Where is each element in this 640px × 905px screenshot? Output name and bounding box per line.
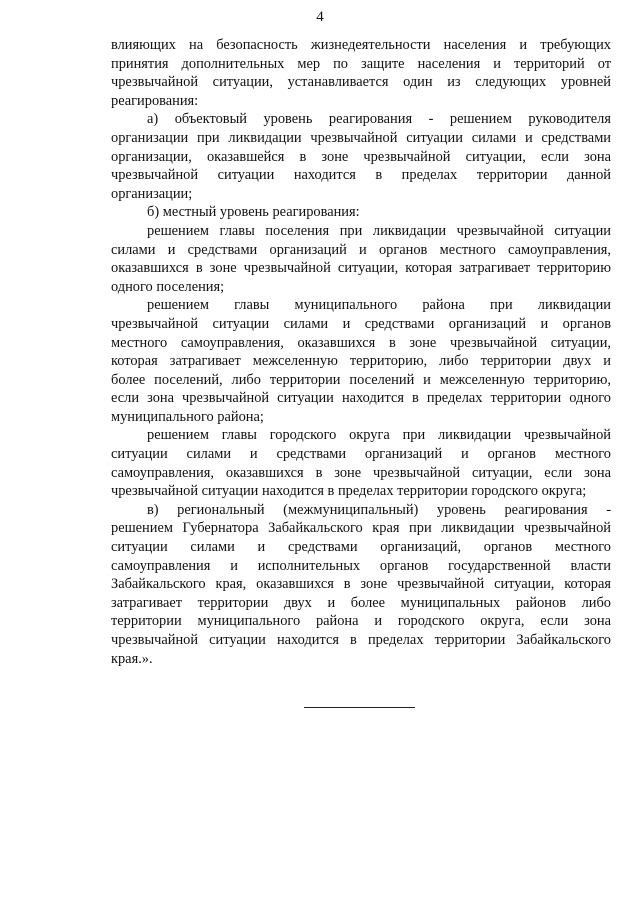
paragraph — [111, 36, 611, 110]
text-line: местного самоуправления, оказавшихся в зоне чрезвычайной ситуации, — [111, 334, 611, 351]
paragraph — [111, 110, 611, 203]
text-line: влияющих на безопасность жизнедеятельности населения и требующих — [111, 37, 611, 53]
text-line: решением Губернатора Забайкальского края при ликвидации чрезвычайной — [111, 520, 611, 537]
text-line: решением главы городского округа при ликвидации чрезвычайной — [147, 427, 611, 444]
text-line: реагирования: — [111, 92, 199, 109]
text-line: Забайкальского края, оказавшихся в зоне чрезвычайной ситуации, которая — [111, 576, 611, 593]
paragraph — [111, 203, 611, 222]
text-line: решением главы муниципального района при ликвидации — [147, 297, 611, 314]
text-line: чрезвычайной ситуации находится в пределах территории данной — [111, 167, 611, 184]
text-line: края.». — [111, 650, 153, 667]
text-line: б) местный уровень реагирования: — [147, 204, 360, 221]
text-line: территории муниципального района и городского округа, если зона — [111, 613, 611, 630]
text-line: организации, оказавшейся в зоне чрезвычайной ситуации, если зона — [111, 148, 611, 165]
page-number: 4 — [316, 9, 324, 25]
text-line: а) объектовый уровень реагирования - решением руководителя — [147, 111, 611, 128]
paragraph — [111, 501, 611, 668]
closing-separator-line — [304, 707, 415, 708]
paragraph — [111, 296, 611, 426]
paragraph — [111, 222, 611, 296]
text-line: которая затрагивает межселенную территорию, либо территории двух и — [111, 353, 611, 370]
text-line: чрезвычайной ситуации, устанавливается один из следующих уровней — [111, 74, 611, 91]
text-line: самоуправления и исполнительных органов государственной власти — [111, 557, 611, 574]
text-line: затрагивает территории двух и более муниципальных районов либо — [111, 594, 611, 611]
text-line: силами и средствами организаций и органов местного самоуправления, — [111, 241, 611, 258]
document-body — [111, 36, 611, 668]
text-line: ситуации силами и средствами организаций, органов местного — [111, 539, 611, 556]
text-line: оказавшихся в зоне чрезвычайной ситуации, которая затрагивает территорию — [111, 260, 611, 277]
paragraph — [111, 426, 611, 500]
text-line: чрезвычайной ситуации находится в пределах территории Забайкальского — [111, 632, 611, 648]
text-line: в) региональный (межмуниципальный) уровень реагирования - — [147, 501, 611, 518]
text-line: муниципального района; — [111, 408, 264, 425]
text-line: организации при ликвидации чрезвычайной ситуации силами и средствами — [111, 129, 611, 146]
text-line: чрезвычайной ситуации находится в пределах территории городского округа; — [111, 483, 587, 500]
text-line: принятия дополнительных мер по защите населения и территорий от — [111, 55, 611, 72]
text-line: если зона чрезвычайной ситуации находится в пределах территории одного — [111, 390, 611, 407]
text-line: одного поселения; — [111, 278, 225, 295]
text-line: организации; — [111, 185, 193, 202]
text-line: ситуации силами и средствами организаций и органов местного — [111, 446, 611, 463]
text-line: более поселений, либо территории поселений и межселенную территорию, — [111, 371, 611, 388]
text-line: чрезвычайной ситуации силами и средствами организаций и органов — [111, 315, 611, 332]
text-line: самоуправления, оказавшихся в зоне чрезвычайной ситуации, если зона — [111, 464, 611, 481]
text-line: решением главы поселения при ликвидации чрезвычайной ситуации — [147, 222, 611, 239]
